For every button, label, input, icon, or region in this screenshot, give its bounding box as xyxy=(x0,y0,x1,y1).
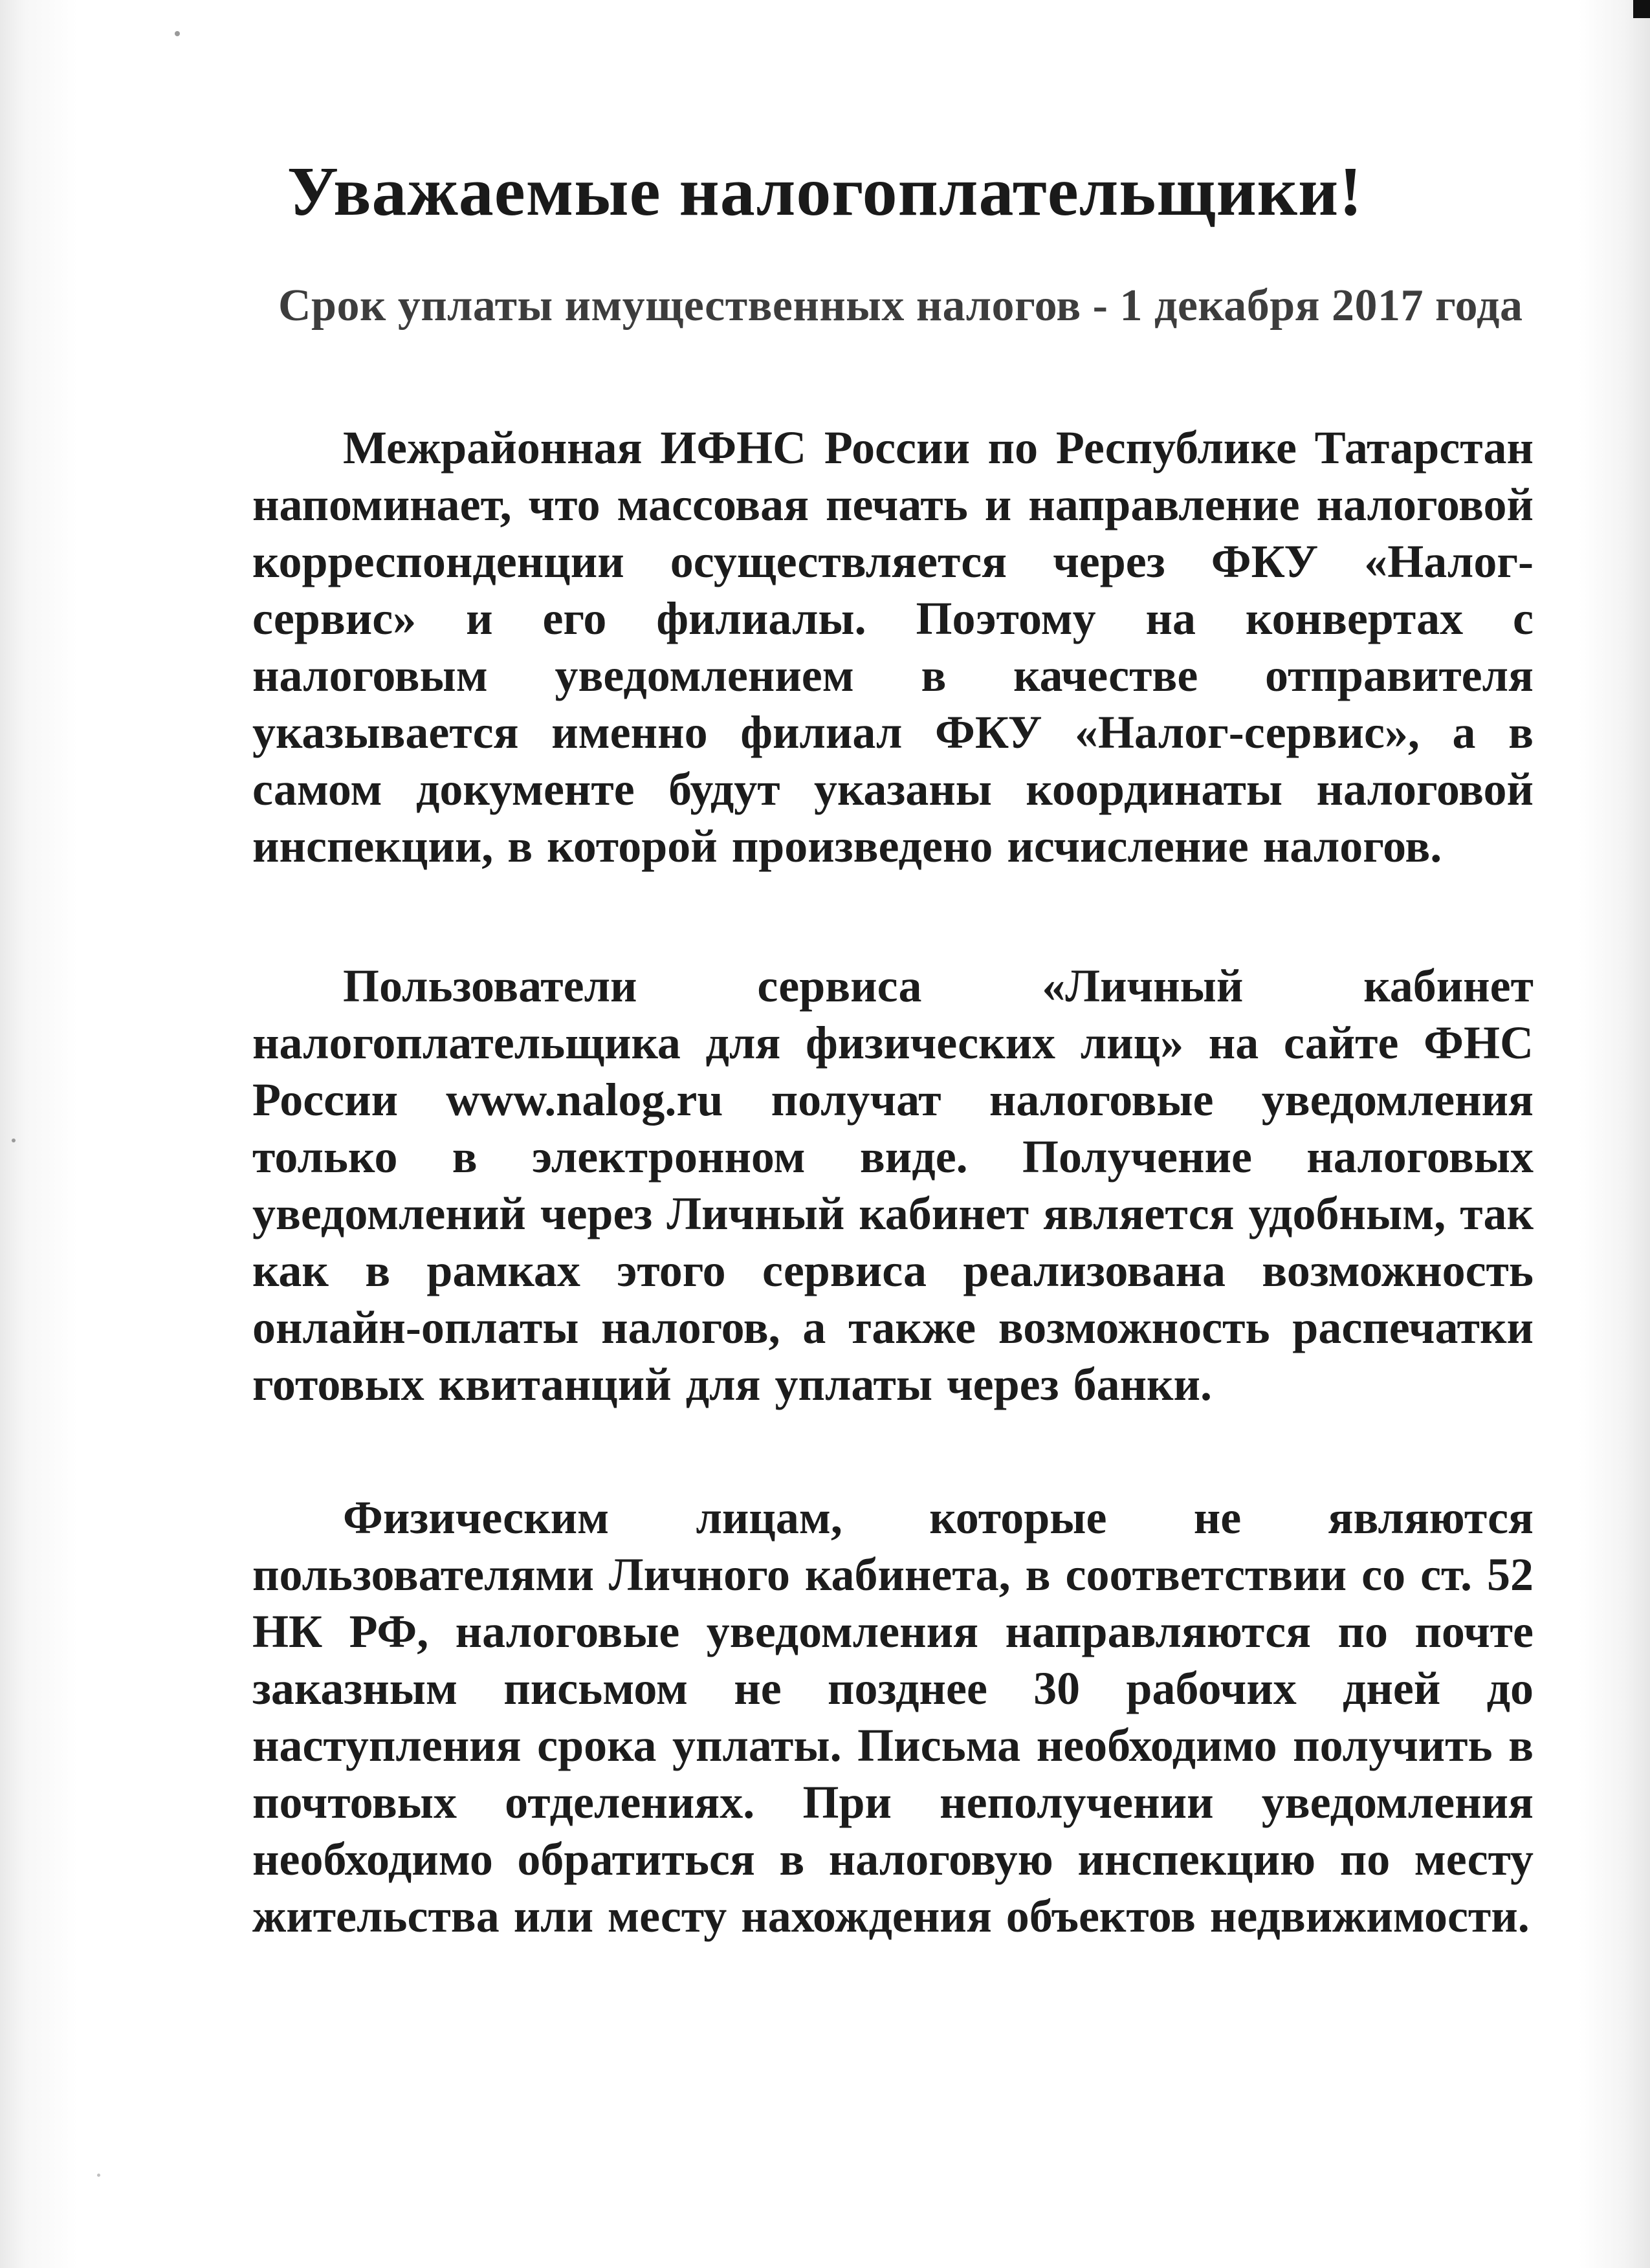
paragraph-1: Межрайонная ИФНС России по Республике Татарстан напоминает, что массовая печать и направление налоговой корреспонденции осуществляется через ФКУ «Налог-сервис» и его филиалы. Поэтому на конвертах с налоговым уведомлением в качестве отправителя указывается именно филиал ФКУ «Налог-сервис», а в самом документе будут указаны координаты налоговой инспекции, в которой произведено исчисление налогов. xyxy=(252,422,1534,872)
document-title: Уважаемые налогоплательщики! xyxy=(287,153,1363,230)
paragraph-block xyxy=(252,957,1534,1413)
paragraph-2: Пользователи сервиса «Личный кабинет налогоплательщика для физических лиц» на сайте ФНС России www.nalog.ru получат налоговые уведомления только в электронном виде. Получение налоговых уведомлений через Личный кабинет является удобным, так как в рамках этого сервиса реализована возможность онлайн-оплаты налогов, а также возможность распечатки готовых квитанций для уплаты через банки. xyxy=(252,960,1534,1410)
scan-speck xyxy=(175,31,180,36)
paragraph-3: Физическим лицам, которые не являются пользователями Личного кабинета, в соответствии со ст. 52 НК РФ, налоговые уведомления направляются по почте заказным письмом не позднее 30 рабочих дней до наступления срока уплаты. Письма необходимо получить в почтовых отделениях. При неполучении уведомления необходимо обратиться в налоговую инспекцию по месту жительства или месту нахождения объектов недвижимости. xyxy=(252,1492,1534,1942)
paragraph-block xyxy=(252,1489,1534,1945)
scan-speck xyxy=(97,2174,100,2177)
paragraph-block xyxy=(252,419,1534,875)
document-subtitle: Срок уплаты имущественных налогов - 1 декабря 2017 года xyxy=(278,281,1523,331)
scan-corner-mark xyxy=(1633,0,1650,18)
scan-speck xyxy=(12,1139,16,1142)
